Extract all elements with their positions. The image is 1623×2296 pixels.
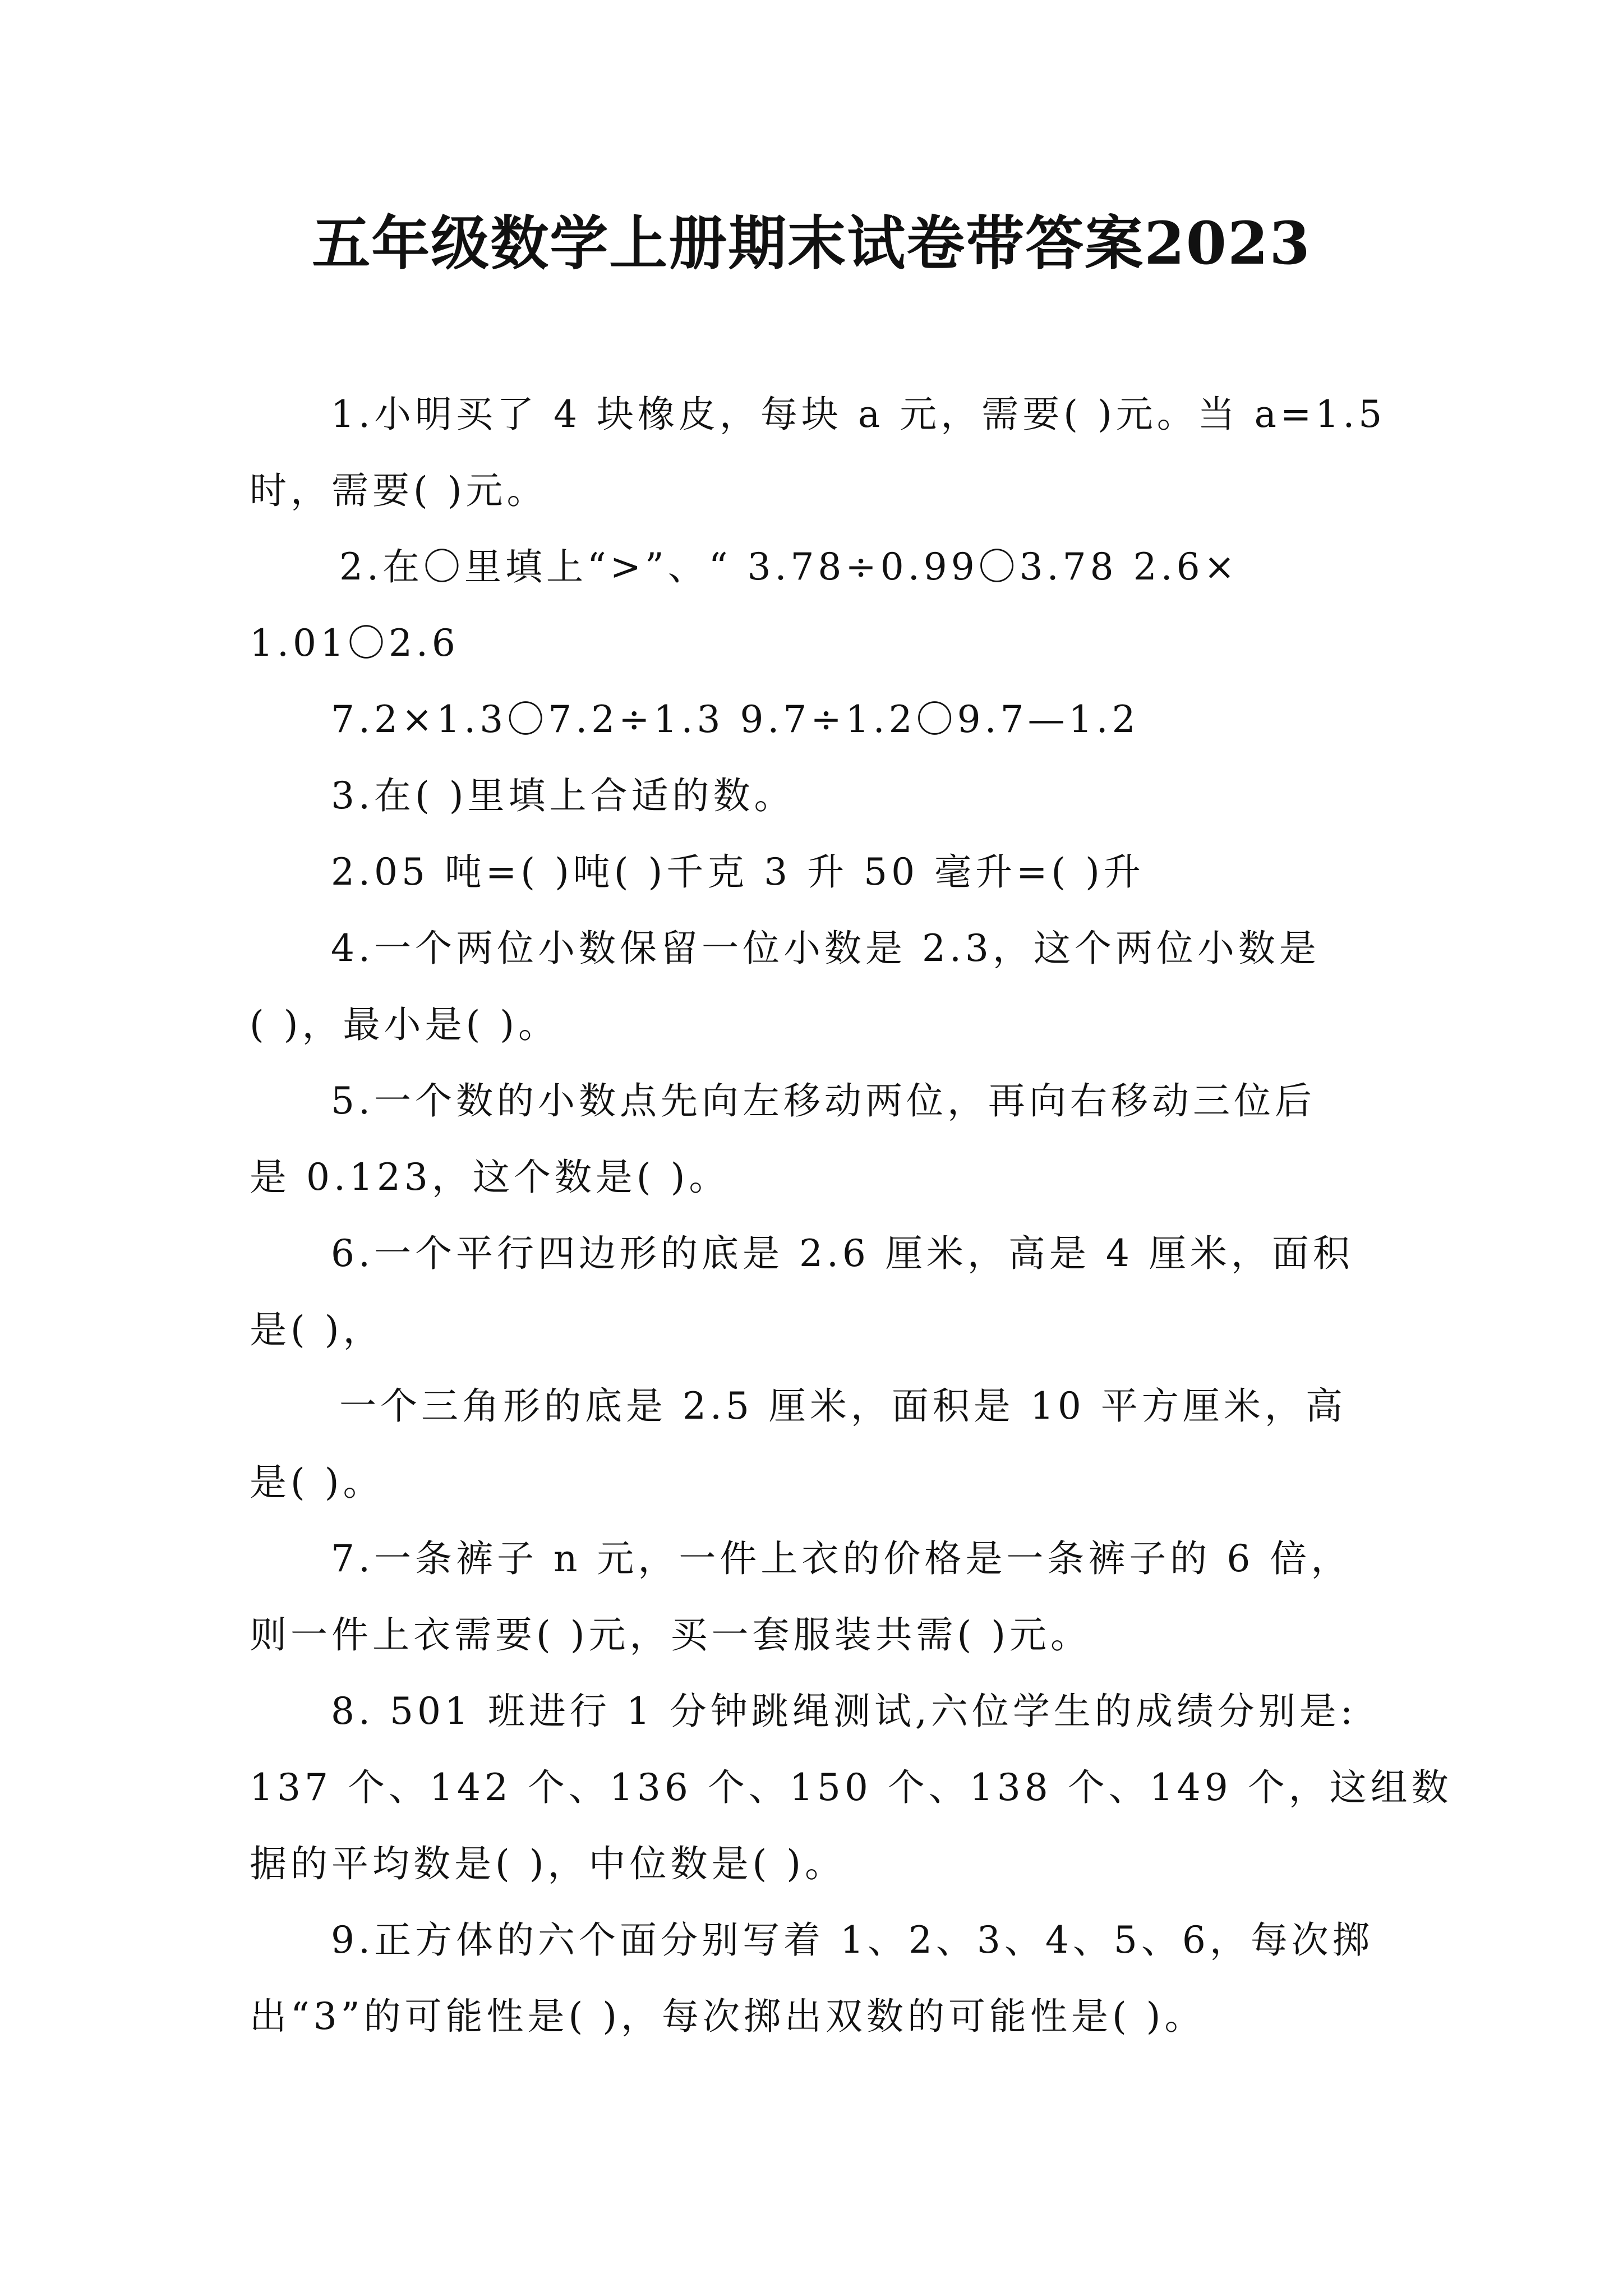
- question-6-line-4: 是( )。: [250, 1461, 384, 1504]
- question-9-line-1: 9.正方体的六个面分别写着 1、2、3、4、5、6，每次掷: [331, 1918, 1373, 1962]
- question-3-line-1: 3.在( )里填上合适的数。: [331, 774, 795, 817]
- question-5-line-2: 是 0.123，这个数是( )。: [250, 1156, 730, 1199]
- question-7-line-1: 7.一条裤子 n 元，一件上衣的价格是一条裤子的 6 倍，: [331, 1537, 1352, 1580]
- document-title: 五年级数学上册期末试卷带答案2023: [312, 209, 1311, 278]
- question-3-line-2: 2.05 吨=( )吨( )千克 3 升 50 毫升=( )升: [331, 850, 1145, 894]
- question-1-line-2: 时，需要( )元。: [250, 469, 548, 512]
- question-5-line-1: 5.一个数的小数点先向左移动两位，再向右移动三位后: [331, 1079, 1316, 1122]
- question-7-line-2: 则一件上衣需要( )元，买一套服装共需( )元。: [250, 1613, 1091, 1657]
- question-2-line-1: 2.在〇里填上“>”、“ 3.78÷0.99〇3.78 2.6×: [339, 545, 1239, 588]
- question-4-line-1: 4.一个两位小数保留一位小数是 2.3，这个两位小数是: [331, 927, 1320, 970]
- question-8-line-1: 8. 501 班进行 1 分钟跳绳测试,六位学生的成绩分别是:: [331, 1690, 1357, 1733]
- question-9-line-2: 出“3”的可能性是( )，每次掷出双数的可能性是( )。: [250, 1995, 1206, 2038]
- question-2-line-3: 7.2×1.3〇7.2÷1.3 9.7÷1.2〇9.7—1.2: [331, 698, 1140, 741]
- question-6-line-2: 是( )，: [250, 1308, 384, 1351]
- question-2-line-2: 1.01〇2.6: [250, 622, 459, 665]
- question-6-line-3: 一个三角形的底是 2.5 厘米，面积是 10 平方厘米，高: [339, 1384, 1347, 1428]
- question-8-line-2: 137 个、142 个、136 个、150 个、138 个、149 个，这组数: [250, 1766, 1453, 1809]
- question-6-line-1: 6.一个平行四边形的底是 2.6 厘米，高是 4 厘米，面积: [331, 1232, 1354, 1275]
- question-1-line-1: 1.小明买了 4 块橡皮，每块 a 元，需要( )元。当 a=1.5: [331, 393, 1386, 436]
- question-4-line-2: ( )，最小是( )。: [250, 1003, 559, 1046]
- question-8-line-3: 据的平均数是( )，中位数是( )。: [250, 1842, 846, 1885]
